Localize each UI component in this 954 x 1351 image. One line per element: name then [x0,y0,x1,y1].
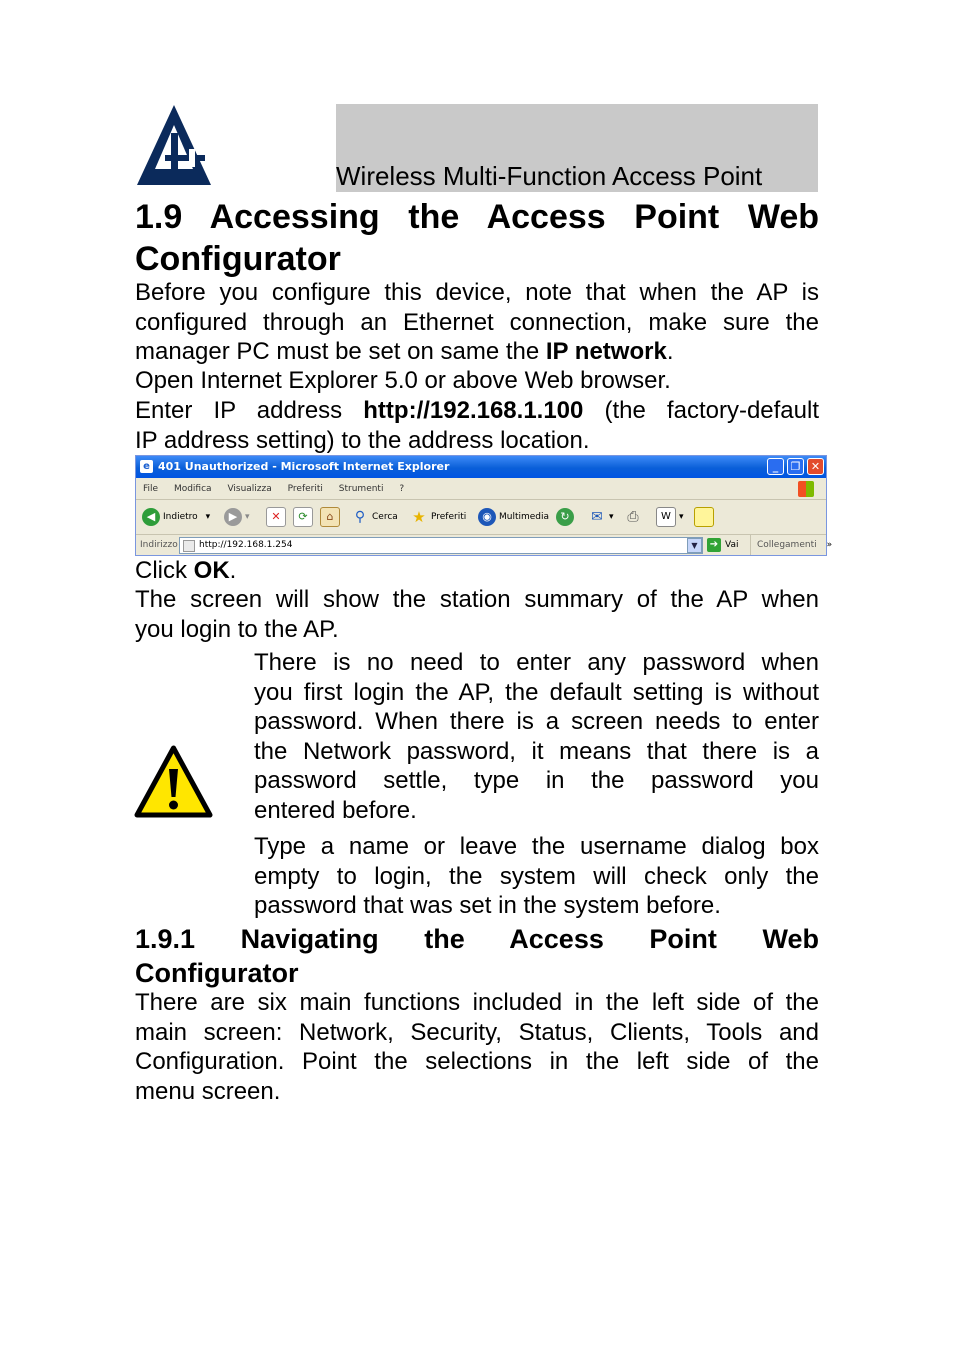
print-button[interactable] [624,507,645,527]
warning-note-p1 [254,648,819,825]
menu-edit[interactable]: Modifica [173,484,212,494]
menu-help[interactable]: ? [399,484,405,494]
open-ie-paragraph [135,366,819,396]
note-line: you first login the AP, the default setting is without [254,678,819,706]
back-button[interactable] [142,507,210,527]
summary-paragraph [135,585,819,644]
forward-button[interactable] [224,507,250,527]
back-label: Indietro [163,512,198,522]
menu-file[interactable]: File [143,484,159,494]
home-icon: ⌂ [320,507,340,527]
note-line: Type a name or leave the username dialog box [254,833,819,860]
browser-screenshot [135,455,833,556]
history-button[interactable] [556,507,577,527]
stop-icon: ✕ [266,507,286,527]
body-line: Configuration. Point the selections in the left side of the [135,1048,819,1075]
back-arrow-icon: ◀ [142,508,160,526]
mail-button[interactable] [588,507,614,527]
header-title: Wireless Multi-Function Access Point [336,161,763,191]
browser-title: 401 Unauthorized - Microsoft Internet Explorer [158,460,450,473]
menu-tools[interactable]: Strumenti [338,484,384,494]
favorites-label: Preferiti [431,512,467,522]
click-ok-line: Click OK. [135,557,237,584]
history-icon: ↻ [556,508,574,526]
enter-ip-paragraph [135,396,819,455]
section-heading-text: 1.9 Accessing the Access Point Web Configurator [135,198,819,278]
note-line: There is no need to enter any password when [254,649,819,676]
browser-menubar [136,479,826,500]
go-label: Vai [725,540,739,550]
summary-line: you login to the AP. [135,615,339,643]
stop-button[interactable] [266,507,289,527]
mail-icon: ✉ [591,509,603,525]
dropdown-arrow-icon: ▾ [609,512,614,522]
refresh-icon: ⟳ [293,507,313,527]
intro-line: configured through an Ethernet connection, make sure the [135,308,819,336]
default-url: http://192.168.1.100 [363,397,584,424]
body-line: There are six main functions included in the left side of the [135,989,819,1016]
go-arrow-icon: ➔ [707,538,721,552]
enter-ip-line: Enter IP address http://192.168.1.100 (the factory-default [135,397,819,424]
menu-view[interactable]: Visualizza [227,484,272,494]
address-label: Indirizzo [140,540,178,550]
address-value: http://192.168.1.254 [199,540,293,550]
ip-network-emphasis: IP network [545,338,667,365]
note-line: the Network password, it means that there is a [254,737,819,765]
dropdown-arrow-icon: ▾ [245,512,250,522]
minimize-icon[interactable]: _ [767,458,784,475]
address-input[interactable] [179,537,703,554]
note-line: password that was set in the system before. [254,892,721,919]
note-icon [694,507,714,527]
word-icon: W [656,507,676,527]
home-button[interactable] [320,507,343,527]
atlantis-logo [135,103,213,187]
body-line: main screen: Network, Security, Status, Clients, Tools and [135,1018,819,1046]
favorites-button[interactable] [410,507,466,527]
links-toolbar[interactable] [750,535,832,555]
links-chevron-icon: » [826,540,833,550]
intro-line: Before you configure this device, note that when the AP is [135,279,819,306]
search-button[interactable] [351,507,398,527]
search-icon: ⚲ [354,509,366,525]
address-bar [136,535,833,555]
warning-icon [134,745,213,818]
warning-note-p2 [254,832,819,921]
body-line: menu screen. [135,1077,281,1105]
dropdown-arrow-icon: ▾ [205,512,211,522]
subsection-heading-line: Configurator [135,958,299,988]
subsection-heading [135,922,819,990]
section-heading [135,196,819,280]
note-line: password. When there is a screen needs to enter [254,708,819,735]
media-button[interactable] [478,507,549,527]
enter-ip-line: IP address setting) to the address location. [135,426,590,454]
restore-icon[interactable]: ❐ [787,458,804,475]
media-globe-icon: ◉ [478,508,496,526]
edit-button[interactable] [656,507,684,527]
summary-line: The screen will show the station summary of the AP when [135,586,819,613]
address-dropdown-icon[interactable]: ▼ [687,538,702,553]
subsection-heading-line: 1.9.1 Navigating the Access Point Web [135,924,819,954]
windows-flag-icon [798,481,814,497]
subsection-body [135,988,819,1106]
note-line: empty to login, the system will check only the [254,862,819,890]
browser-titlebar [136,456,826,478]
media-label: Multimedia [499,512,550,522]
note-line: password settle, type in the password you [254,767,819,794]
search-label: Cerca [372,512,398,522]
menu-favorites[interactable]: Preferiti [287,484,323,494]
note-line: entered before. [254,796,417,824]
links-label: Collegamenti [757,540,817,550]
page-icon [183,540,195,552]
printer-icon: ⎙ [627,509,639,525]
open-ie-text: Open Internet Explorer 5.0 or above Web browser. [135,367,671,394]
star-icon: ★ [412,508,426,526]
browser-toolbar [136,500,826,535]
go-button[interactable] [707,537,738,553]
messenger-button[interactable] [694,507,717,527]
ie-icon: e [140,460,153,473]
click-ok-paragraph [135,556,819,586]
intro-paragraph [135,278,819,367]
forward-arrow-icon: ▶ [224,508,242,526]
intro-line: manager PC must be set on same the IP network. [135,338,674,365]
close-icon[interactable]: ✕ [807,458,824,475]
ok-emphasis: OK [193,557,230,584]
dropdown-arrow-icon: ▾ [679,512,684,522]
refresh-button[interactable] [293,507,316,527]
